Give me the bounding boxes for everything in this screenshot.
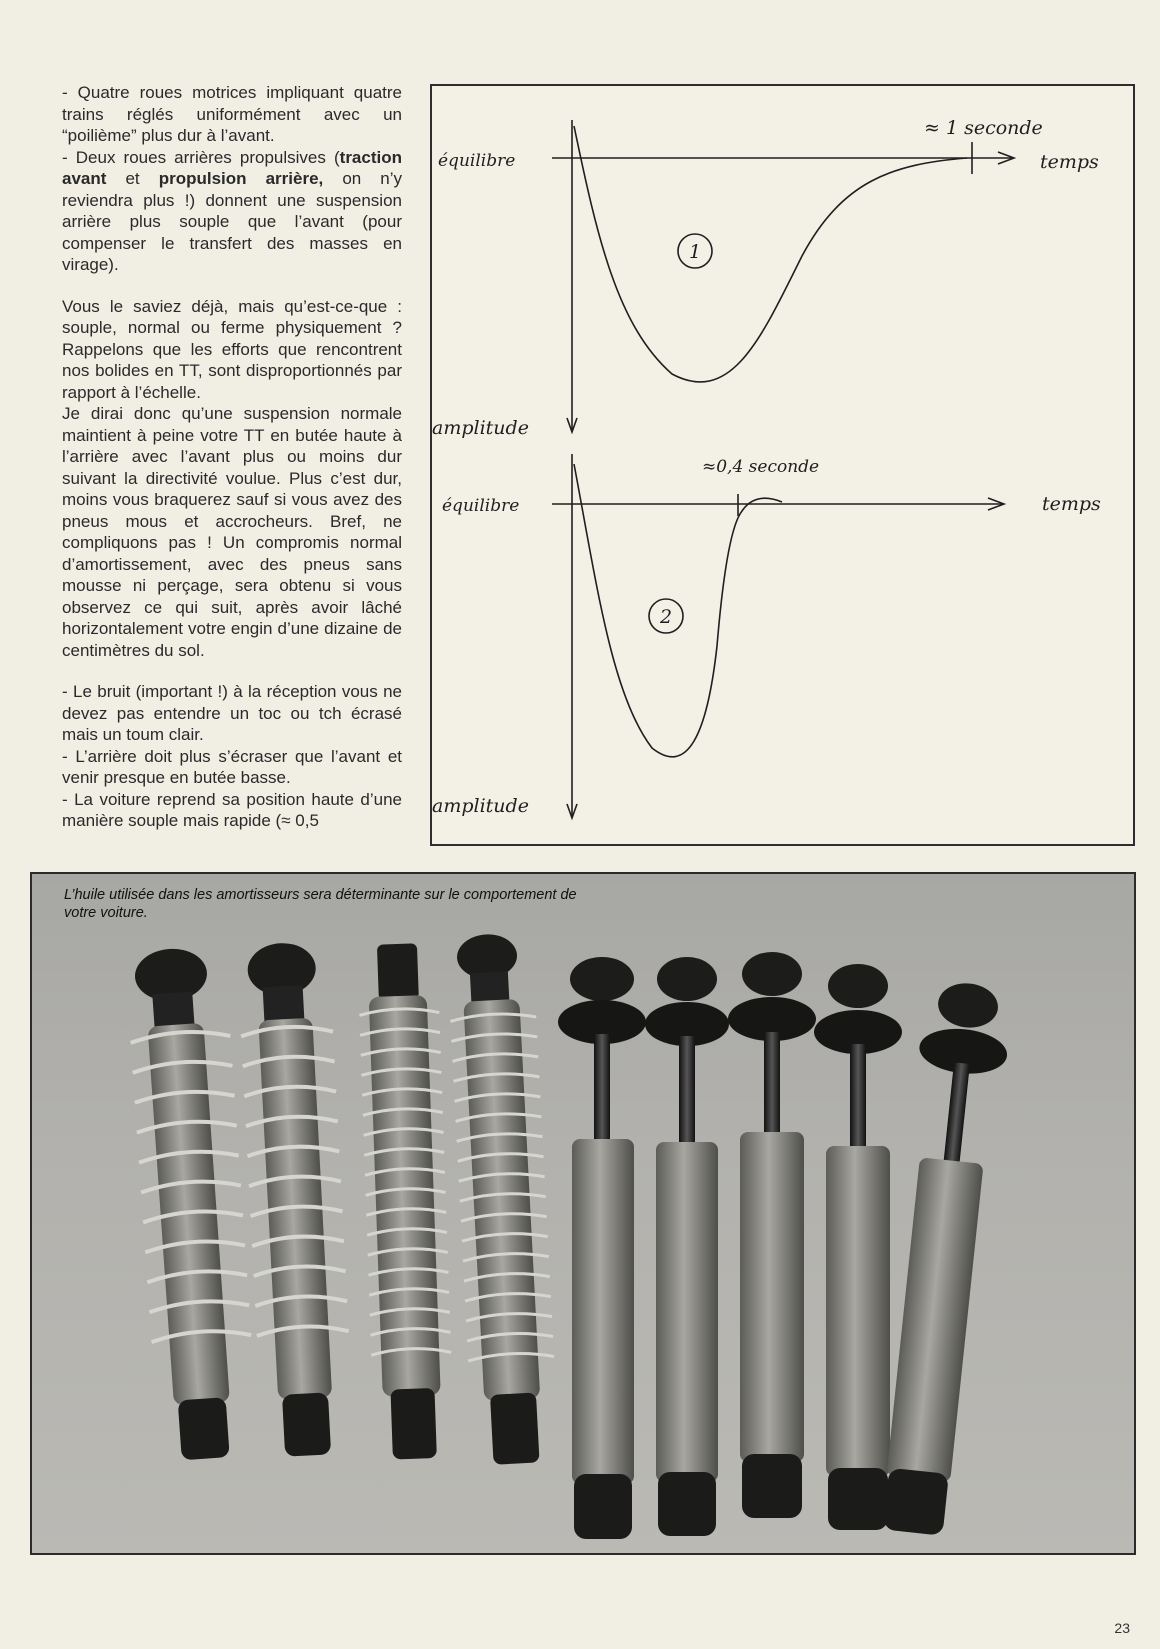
damping-graphs bbox=[432, 86, 1137, 848]
graph-bottom-marker-label: ≈0,4 seconde bbox=[702, 457, 820, 477]
spring-shock-3 bbox=[357, 943, 455, 1460]
paragraph-text: - Deux roues arrières propulsives ( bbox=[62, 147, 340, 167]
page-number: 23 bbox=[1114, 1620, 1130, 1636]
photo-caption: L’huile utilisée dans les amortisseurs sera déterminante sur le comportement de votre voiture. bbox=[64, 887, 577, 921]
shock-absorbers-photo bbox=[30, 872, 1136, 1555]
graph-top-curve-number: 1 bbox=[689, 241, 702, 263]
paragraph-two-wheel-drive bbox=[62, 147, 402, 276]
graph-bottom-curve-number: 2 bbox=[660, 606, 673, 628]
bare-shock-3 bbox=[728, 952, 816, 1518]
paragraph-noise: - Le bruit (important !) à la réception vous ne devez pas entendre un toc ou tch écrasé mais un toum clair. bbox=[62, 682, 402, 744]
graph-top bbox=[552, 120, 1014, 432]
paragraph-position: - La voiture reprend sa position haute d’une manière souple mais rapide (≈ 0,5 bbox=[62, 789, 402, 830]
article-text-column bbox=[62, 82, 402, 832]
graph-top-response-curve bbox=[574, 126, 967, 382]
graph-top-amplitude-label: amplitude bbox=[432, 417, 529, 439]
graph-bottom-time-label: temps bbox=[1042, 493, 1101, 515]
bold-term-propulsion: propulsion arrière, bbox=[158, 169, 324, 188]
graph-bottom-amplitude-label: amplitude bbox=[432, 795, 529, 817]
bare-shock-1 bbox=[558, 957, 646, 1539]
paragraph-text: on n’y reviendra plus !) donnent une suspension arrière plus souple que l’avant (pour compenser le transfert des masses en virage). bbox=[62, 169, 403, 274]
graph-top-equilibrium-label: équilibre bbox=[438, 151, 516, 171]
graph-top-marker-label: ≈ 1 seconde bbox=[924, 117, 1043, 139]
paragraph-four-wheel-drive: - Quatre roues motrices impliquant quatre trains réglés uniformément avec un “poilième” plus dur à l’avant. bbox=[62, 83, 402, 145]
graph-bottom-equilibrium-label: équilibre bbox=[442, 496, 520, 516]
bare-shock-2 bbox=[645, 957, 729, 1536]
spring-shock-4 bbox=[446, 932, 560, 1466]
graph-top-time-label: temps bbox=[1040, 151, 1099, 173]
damping-graph-box bbox=[430, 84, 1135, 846]
bare-shock-4 bbox=[814, 964, 902, 1530]
graph-bottom bbox=[552, 454, 1004, 818]
paragraph-rear: - L’arrière doit plus s’écraser que l’avant et venir presque en butée basse. bbox=[62, 746, 402, 787]
spring-shock-2 bbox=[236, 941, 355, 1458]
bold-term-traction: traction avant bbox=[62, 147, 402, 188]
bare-shock-5 bbox=[869, 979, 1014, 1537]
paragraph-definition: Vous le saviez déjà, mais qu’est-ce-que : souple, normal ou ferme physiquement ? Rappelons que les efforts que rencontrent nos bolides en TT, sont disproportionnés par rapport à l’échelle. bbox=[62, 296, 402, 402]
spring-shock-1 bbox=[124, 945, 259, 1462]
paragraph-normal-suspension: Je dirai donc qu’une suspension normale maintient à peine votre TT en butée haute à l’arrière avec l’avant plus ou moins dur suivant la directivité voulue. Plus c’est dur, moins vous braquerez sauf si vous avez des pneus mous et accrocheurs. Bref, ne compliquons pas ! Un compromis normal d’amortissement, avec des pneus sans mousse ni perçage, sera obtenu si vous observez ce qui suit, après avoir lâché horizontalement votre engin d’une dizaine de centimètres du sol. bbox=[62, 404, 402, 660]
graph-bottom-response-curve bbox=[574, 464, 782, 757]
shock-absorbers-illustration bbox=[32, 874, 1136, 1555]
paragraph-text: et bbox=[106, 169, 159, 188]
